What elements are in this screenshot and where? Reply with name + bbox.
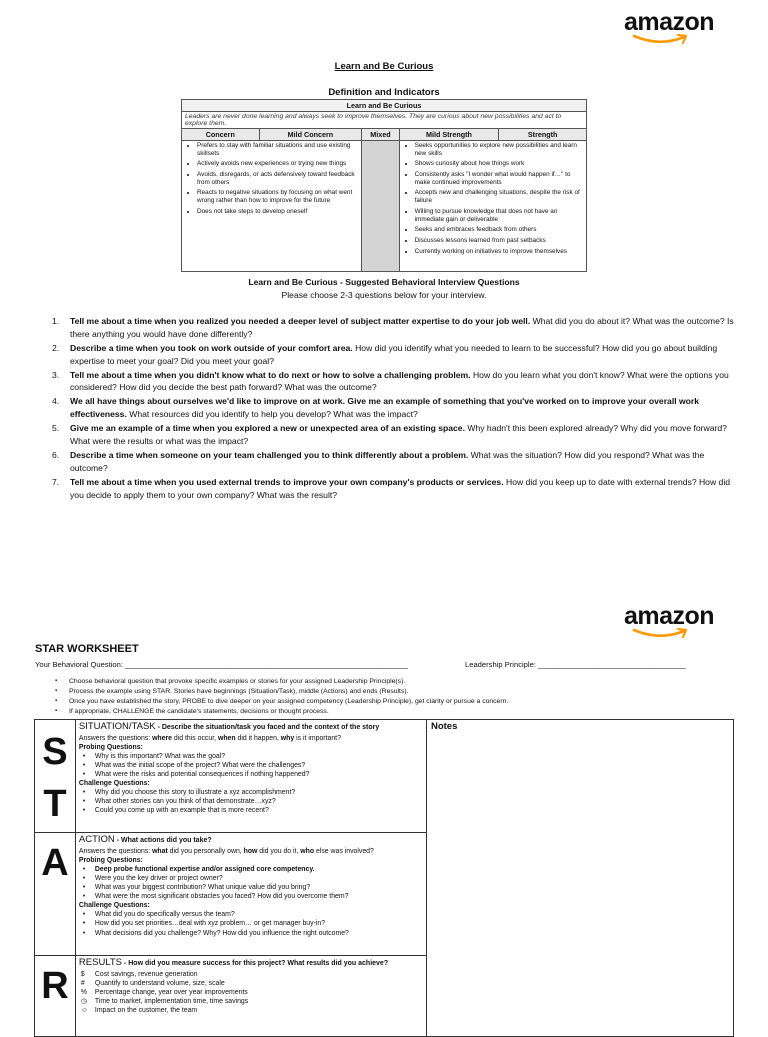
probing-question-item — [95, 865, 423, 874]
results-title: RESULTS — [78, 957, 123, 968]
answers-text: did you personally own, — [167, 847, 244, 855]
question-number: 7. — [52, 476, 60, 487]
letter-col-a — [35, 833, 76, 956]
challenge-question-list — [79, 788, 423, 815]
concern-list — [185, 142, 358, 216]
challenge-question-item: • Why did you choose this story to illustrate a xyz accomplishment? — [95, 788, 423, 797]
results-header — [79, 957, 423, 970]
question-followup: How do you learn what you don't know? What were the options you considered? How did you decide the best path forward? What was the outcome? — [70, 369, 729, 393]
section-subtitle: Definition and Indicators — [328, 87, 440, 98]
situation-title: SITUATION/TASK — [78, 721, 156, 732]
col-strength: Strength — [499, 129, 587, 141]
question-followup: What did you do about it? What was the outcome? Is there anything you would have done differently? — [70, 316, 734, 339]
behavioral-question-field[interactable]: Your Behavioral Question: ___________________________________________________________________ — [35, 660, 409, 669]
questions-list-wrap — [52, 315, 738, 502]
strength-item: • Accepts new and challenging situations, despite the risk of failure — [415, 189, 583, 204]
concern-item: • Reacts to negative situations by focusing on what went wrong rather than how to improve for the future — [197, 189, 358, 204]
situation-section — [76, 720, 426, 817]
question-followup: How did you identify what you needed to learn to be successful? How did you go about building expertise to meet your goal? Did you meet your goal? — [70, 342, 718, 366]
letter-r: R — [41, 965, 69, 1007]
instruction-item: ▪ Choose behavioral question that provoke specific examples or stories for your assigned Leadership Principle(s). — [69, 677, 745, 687]
question-bold: Give me an example of a time when you explored a new or unexpected area of an existing space. — [70, 423, 465, 434]
question-item — [52, 315, 738, 341]
challenge-label: Challenge Questions: — [78, 780, 150, 788]
smile-arrow-icon — [632, 33, 692, 47]
action-title-detail: - What actions did you take? — [114, 837, 212, 844]
question-followup: How did you keep up to date with external trends? How did you decide to apply them to your own company? What was the result? — [70, 476, 731, 500]
worksheet-title: STAR WORKSHEET — [35, 643, 139, 655]
instruction-item: ▪ Process the example using STAR. Stories have beginnings (Situation/Task), middle (Actions) and ends (Results). — [69, 687, 745, 697]
col-mild-concern: Mild Concern — [259, 129, 362, 141]
questions-heading: Learn and Be Curious - Suggested Behavioral Interview Questions — [248, 277, 520, 287]
col-mixed: Mixed — [362, 129, 399, 141]
probing-question-list — [79, 865, 423, 901]
results-text: Quantify to understand volume, size, scale — [94, 979, 225, 987]
amazon-logo-2 — [624, 602, 714, 631]
question-number: 4. — [52, 396, 60, 407]
letter-col-r — [35, 956, 76, 1037]
strength-item: • Shows curiosity about how things work — [415, 160, 583, 168]
concern-item: • Does not take steps to develop oneself — [197, 208, 358, 216]
results-text: Time to market, implementation time, time savings — [94, 997, 249, 1005]
situation-cell — [75, 720, 426, 833]
concern-cell — [182, 141, 362, 272]
answers-keyword: what — [152, 847, 168, 855]
results-cell — [75, 956, 426, 1037]
challenge-question-item: • What did you do specifically versus the team? — [95, 910, 423, 919]
indicators-table — [181, 99, 587, 272]
question-bold: Tell me about a time when you realized you needed a deeper level of subject matter expertise to do your job well. — [70, 316, 531, 326]
challenge-question-item: • How did you set priorities…deal with xyz problem… or get manager buy-in? — [95, 919, 423, 928]
action-header — [79, 834, 423, 847]
results-text: Impact on the customer, the team — [94, 1006, 198, 1014]
results-symbol-icon: ◷ — [80, 997, 87, 1005]
table-definition: Leaders are never done learning and always seek to improve themselves. They are curious about new possibilities and act to explore them. — [182, 112, 587, 129]
questions-subheading: Please choose 2-3 questions below for your interview. — [281, 290, 487, 300]
col-concern: Concern — [182, 129, 260, 141]
answers-text: else was involved? — [314, 847, 374, 855]
question-bold: We all have things about ourselves we'd like to improve on at work. Give me an example of something that you've worked on to improve your overall work effectiveness. — [70, 396, 700, 420]
strength-item: • Willing to pursue knowledge that does not have an immediate gain or deliverable — [415, 208, 583, 223]
strength-cell — [399, 141, 586, 272]
challenge-label: Challenge Questions: — [78, 902, 150, 910]
concern-item: • Actively avoids new experiences or trying new things — [197, 160, 358, 168]
smile-arrow-icon — [632, 627, 692, 641]
results-section — [76, 956, 426, 1016]
col-mild-strength: Mild Strength — [399, 129, 499, 141]
question-followup: What resources did you identify to help you develop? What was the impact? — [126, 409, 418, 420]
letter-s: S — [42, 731, 68, 773]
probing-question-list — [79, 752, 423, 779]
question-number: 3. — [52, 369, 60, 380]
results-item — [80, 997, 423, 1006]
situation-header — [79, 721, 423, 734]
strength-item: • Consistently asks "I wonder what would happen if…" to make continued improvements — [415, 171, 583, 186]
letter-col-st — [35, 720, 76, 833]
situation-title-detail: - Describe the situation/task you faced and the context of the story — [155, 724, 380, 731]
notes-label: Notes — [430, 721, 458, 732]
results-symbol-icon: $ — [80, 970, 85, 978]
question-number: 6. — [52, 449, 60, 460]
strength-item: • Currently working on initiatives to improve themselves — [415, 248, 583, 256]
concern-item: • Prefers to stay with familiar situations and use existing skillsets — [197, 142, 358, 157]
question-followup: Why hadn't this been explored already? Why did you move forward? What were the results or what was the impact? — [70, 423, 727, 447]
strength-item: • Seeks and embraces feedback from others — [415, 226, 583, 234]
strength-item: • Discusses lessons learned from past setbacks — [415, 237, 583, 245]
answers-text: did you do it, — [257, 847, 301, 855]
logo-text: amazon — [624, 8, 715, 36]
notes-cell[interactable] — [426, 720, 733, 1037]
probing-emphasis: Deep probe functional expertise and/or assigned core competency. — [94, 865, 315, 873]
answers-keyword: when — [217, 734, 236, 742]
strength-item: • Seeks opportunities to explore new possibilities and learn new skills — [415, 142, 583, 157]
question-item — [52, 395, 738, 421]
results-text: Cost savings, revenue generation — [94, 970, 198, 978]
results-title-detail: - How did you measure success for this project? What results did you achieve? — [122, 960, 389, 967]
results-symbol-icon: % — [80, 988, 88, 996]
situation-answers — [79, 734, 423, 743]
letter-t: T — [43, 783, 67, 825]
results-item — [80, 979, 423, 988]
questions-list — [52, 315, 738, 501]
question-followup: What was the situation? How did you respond? What was the outcome? — [70, 449, 705, 473]
action-section — [76, 833, 426, 939]
indicators-table-wrap — [181, 99, 587, 272]
results-list — [79, 970, 423, 1016]
answers-keyword: why — [280, 734, 295, 742]
action-cell — [75, 833, 426, 956]
page-title: Learn and Be Curious — [334, 61, 434, 72]
instruction-item: ▪ Once you have established the story, PROBE to dive deeper on your assigned competency (Leadership Principle), get clarity or pursue a concern. — [69, 697, 745, 707]
instruction-item: ▪ If appropriate, CHALLENGE the candidate's statements, decisions or thought process. — [69, 707, 745, 717]
question-bold: Tell me about a time when you used external trends to improve your own company's products or services. — [70, 476, 504, 487]
star-table-wrap — [34, 719, 734, 1037]
answers-keyword: where — [152, 734, 172, 742]
question-bold: Describe a time when someone on your team challenged you to think differently about a problem. — [70, 449, 469, 460]
answers-keyword: who — [300, 847, 315, 855]
challenge-question-item: • What other stories can you think of that demonstrate…xyz? — [95, 797, 423, 806]
probing-label: Probing Questions: — [78, 743, 143, 751]
question-item — [52, 342, 738, 368]
answers-prefix: Answers the questions: — [78, 847, 153, 855]
results-item — [80, 970, 423, 979]
strength-list — [403, 142, 583, 255]
question-item — [52, 476, 738, 502]
table-heading: Learn and Be Curious — [182, 100, 587, 112]
probing-question-item: • What was your biggest contribution? What unique value did you bring? — [95, 883, 423, 892]
probing-question-item: • What were the most significant obstacles you faced? How did you overcome them? — [95, 892, 423, 901]
question-item — [52, 422, 738, 448]
leadership-principle-field[interactable]: Leadership Principle: ___________________________________ — [465, 660, 686, 669]
probing-question-item: • What was the initial scope of the project? What were the challenges? — [95, 761, 423, 770]
challenge-question-item: • What decisions did you challenge? Why? How did you influence the right outcome? — [95, 929, 423, 938]
question-item — [52, 369, 738, 395]
answers-keyword: how — [243, 847, 258, 855]
answers-text: is it important? — [294, 734, 341, 742]
letter-a: A — [41, 842, 69, 884]
results-text: Percentage change, year over year improvements — [94, 988, 248, 996]
results-item — [80, 1006, 423, 1015]
action-answers — [79, 847, 423, 856]
action-title: ACTION — [78, 834, 115, 845]
answers-prefix: Answers the questions: — [78, 734, 153, 742]
question-number: 5. — [52, 423, 60, 434]
answers-text: did this occur, — [171, 734, 218, 742]
answers-text: did it happen, — [235, 734, 281, 742]
question-item — [52, 449, 738, 475]
star-table — [34, 719, 734, 1037]
probing-label: Probing Questions: — [78, 856, 143, 864]
results-symbol-icon: ☺ — [80, 1006, 88, 1014]
concern-item: • Avoids, disregards, or acts defensively toward feedback from others — [197, 171, 358, 186]
question-bold: Tell me about a time when you didn't know what to do next or how to solve a challenging problem. — [70, 369, 471, 380]
challenge-question-item: • Could you come up with an example that is more recent? — [95, 806, 423, 815]
mixed-cell — [362, 141, 399, 272]
probing-question-item: • Were you the key driver or project owner? — [95, 874, 423, 883]
question-bold: Describe a time when you took on work outside of your comfort area. — [70, 342, 353, 353]
instructions-wrap — [55, 677, 745, 716]
results-symbol-icon: # — [80, 979, 85, 987]
logo-text: amazon — [624, 602, 715, 630]
question-number: 2. — [52, 342, 60, 353]
challenge-question-list — [79, 910, 423, 937]
probing-question-item: • Why is this important? What was the goal? — [95, 752, 423, 761]
instructions-list — [55, 677, 745, 716]
probing-question-item: • What were the risks and potential consequences if nothing happened? — [95, 770, 423, 779]
question-number: 1. — [52, 316, 60, 326]
results-item — [80, 988, 423, 997]
amazon-logo — [624, 8, 714, 37]
